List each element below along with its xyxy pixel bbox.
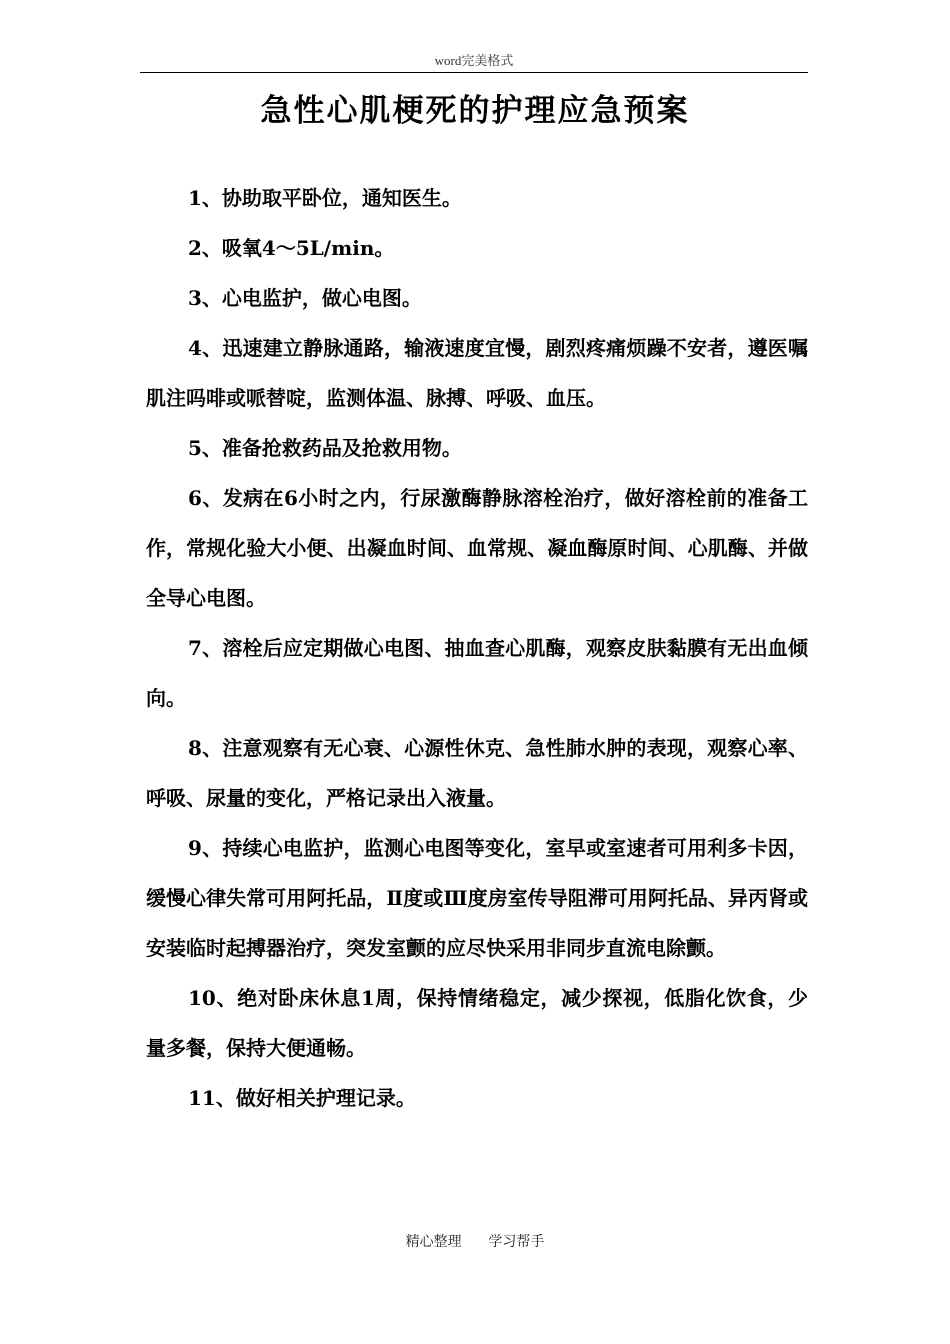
paragraph-8: 8、注意观察有无心衰、心源性休克、急性肺水肿的表现，观察心率、呼吸、尿量的变化，严格记录出入液量。 [146,736,808,810]
footer-left-text: 精心整理 [405,1234,462,1250]
paragraph-3: 3、心电监护，做心电图。 [188,286,422,310]
document-body [146,173,808,1123]
footer-right-text: 学习帮手 [488,1234,545,1250]
page-header: word完美格式 [140,52,808,73]
paragraph-7: 7、溶栓后应定期做心电图、抽血查心肌酶，观察皮肤黏膜有无出血倾向。 [146,636,808,710]
paragraph-6: 6、发病在6小时之内，行尿激酶静脉溶栓治疗，做好溶栓前的准备工作，常规化验大小便、出凝血时间、血常规、凝血酶原时间、心肌酶、并做全导心电图。 [146,486,808,610]
page-footer [0,1232,950,1252]
paragraph-9: 9、持续心电监护，监测心电图等变化，室早或室速者可用利多卡因，缓慢心律失常可用阿托品，Ⅱ度或Ⅲ度房室传导阻滞可用阿托品、异丙肾或安装临时起搏器治疗，突发室颤的应尽快采用非同步直流电除颤。 [146,836,808,960]
paragraph-11: 11、做好相关护理记录。 [188,1086,416,1110]
paragraph-10: 10、绝对卧床休息1周，保持情绪稳定，减少探视，低脂化饮食，少量多餐，保持大便通畅。 [146,986,808,1060]
document-title: 急性心肌梗死的护理应急预案 [260,93,690,129]
paragraph-4: 4、迅速建立静脉通路，输液速度宜慢，剧烈疼痛烦躁不安者，遵医嘱肌注吗啡或哌替啶，监测体温、脉搏、呼吸、血压。 [146,336,808,410]
paragraph-2: 2、吸氧4～5L/min。 [188,236,395,260]
paragraph-5: 5、准备抢救药品及抢救用物。 [188,436,462,460]
paragraph-1: 1、协助取平卧位，通知医生。 [188,186,462,210]
